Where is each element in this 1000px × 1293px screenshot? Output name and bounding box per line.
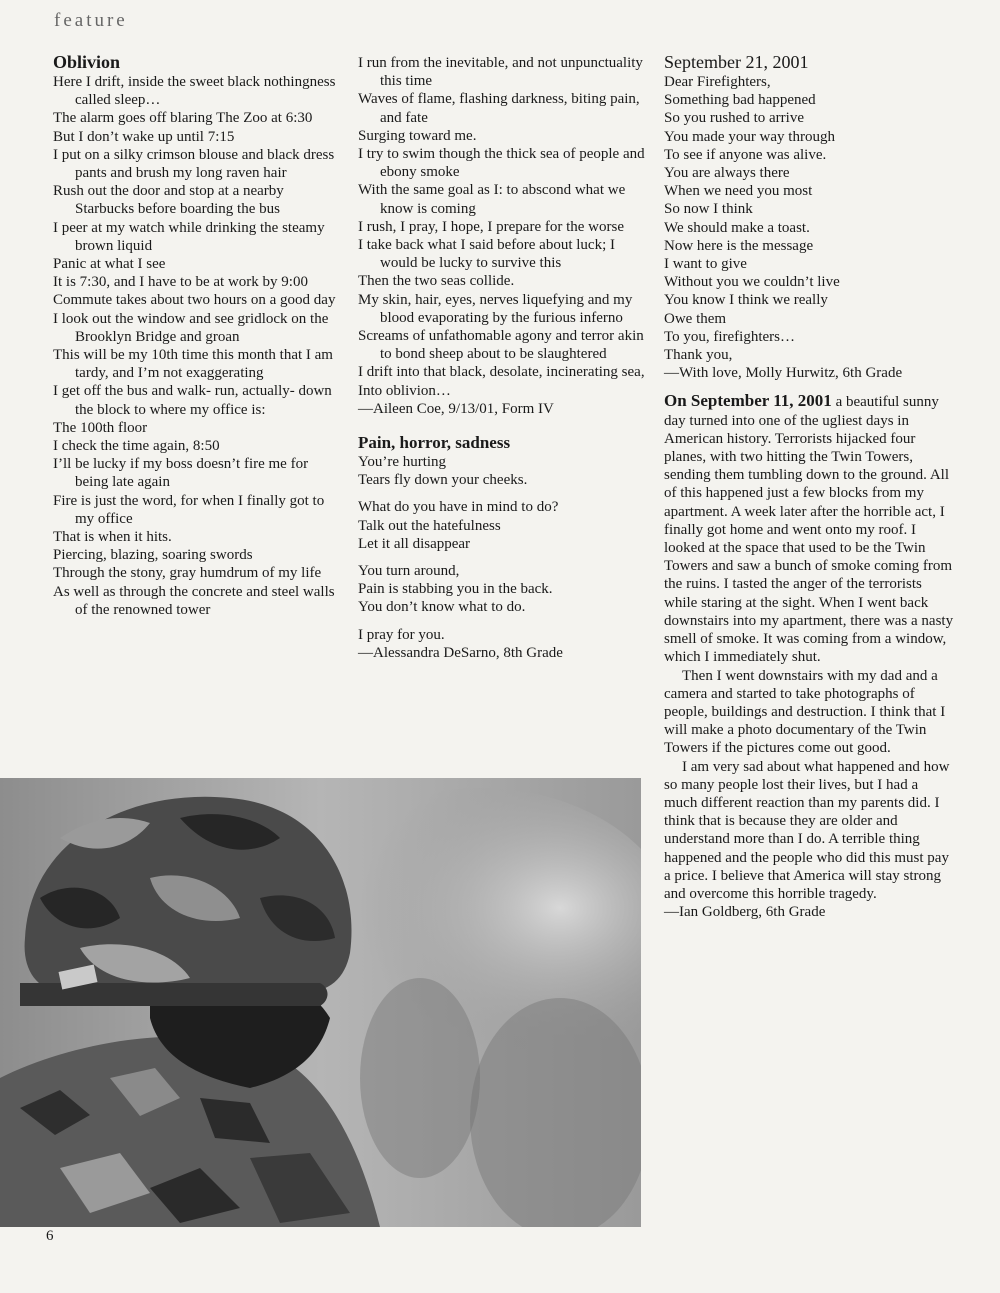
letter-line: When we need you most — [664, 183, 813, 200]
poem-line: Panic at what I see — [53, 256, 166, 273]
poem-line: Pain is stabbing you in the back. — [358, 581, 553, 598]
letter-line: I want to give — [664, 256, 747, 273]
essay-paragraph-2: Then I went downstairs with my dad and a camera and started to take photographs of people, buildings and destruction. I think that I will make a photo documentary of the Twin Towers if the pictures come out good. — [664, 667, 946, 757]
poem-line: This will be my 10th time this month that I am tardy, and I’m not exaggerating — [53, 347, 333, 382]
poem-line: I peer at my watch while drinking the steamy brown liquid — [53, 219, 325, 254]
poem-line: The alarm goes off blaring The Zoo at 6:30 — [53, 110, 313, 127]
poem-line: I pray for you. — [358, 626, 445, 643]
letter-line: Something bad happened — [664, 92, 816, 109]
poem-line: Piercing, blazing, soaring swords — [53, 547, 253, 564]
letter-line: Dear Firefighters, — [664, 74, 771, 90]
poem-title-oblivion: Oblivion — [53, 52, 121, 72]
poem-line: Let it all disappear — [358, 535, 471, 552]
poem-line: Into oblivion… — [358, 382, 451, 399]
byline-pain: —Alessandra DeSarno, 8th Grade — [358, 644, 563, 661]
essay — [664, 392, 954, 921]
poem-line: But I don’t wake up until 7:15 — [53, 128, 235, 145]
poem-line: I drift into that black, desolate, incinerating sea, — [358, 364, 645, 381]
poem-line: Talk out the hatefulness — [358, 517, 501, 534]
column-left — [53, 52, 345, 619]
poem-line: I rush, I pray, I hope, I prepare for the worse — [358, 218, 625, 235]
letter-line: We should make a toast. — [664, 219, 810, 236]
poem-line: You’re hurting — [358, 454, 447, 471]
poem-line: I’ll be lucky if my boss doesn’t fire me for being late again — [53, 456, 309, 491]
poem-line: I take back what I said before about luck; I would be lucky to survive this — [358, 237, 615, 272]
photo-illustration-icon — [0, 778, 641, 1227]
stanza — [358, 562, 653, 617]
poem-line: You don’t know what to do. — [358, 599, 526, 616]
letter-line: You know I think we really — [664, 292, 828, 309]
section-label: feature — [54, 10, 128, 31]
letter-line: So now I think — [664, 201, 753, 218]
poem-line: It is 7:30, and I have to be at work by 9:00 — [53, 274, 308, 291]
letter-line: To you, firefighters… — [664, 328, 796, 345]
byline-essay: —Ian Goldberg, 6th Grade — [664, 904, 826, 921]
poem-line: My skin, hair, eyes, nerves liquefying and my blood evaporating by the furious inferno — [358, 291, 633, 326]
poem-line: Through the stony, gray humdrum of my life — [53, 565, 322, 582]
poem-line: I check the time again, 8:50 — [53, 438, 220, 455]
letter-line: Now here is the message — [664, 237, 814, 254]
stanza — [358, 626, 653, 644]
poem-oblivion-part2 — [358, 54, 653, 400]
poem-line: You turn around, — [358, 563, 460, 580]
poem-pain — [358, 453, 653, 644]
stanza — [358, 498, 653, 553]
byline-letter: —With love, Molly Hurwitz, 6th Grade — [664, 365, 903, 382]
letter-line: Thank you, — [664, 347, 733, 364]
letter-line: Owe them — [664, 310, 727, 327]
poem-line: Rush out the door and stop at a nearby Starbucks before boarding the bus — [53, 183, 284, 218]
poem-line: I put on a silky crimson blouse and black dress pants and brush my long raven hair — [53, 146, 335, 182]
letter-line: So you rushed to arrive — [664, 110, 804, 127]
poem-line: As well as through the concrete and steel walls of the renowned tower — [53, 583, 335, 618]
poem-line: Here I drift, inside the sweet black nothingness called sleep… — [53, 74, 336, 109]
page-number: 6 — [46, 1228, 54, 1244]
poem-oblivion-part1 — [53, 73, 345, 619]
poem-line: Screams of unfathomable agony and terror akin to bond sheep about to be slaughtered — [358, 328, 644, 363]
letter-title: September 21, 2001 — [664, 52, 809, 72]
letter-line: Without you we couldn’t live — [664, 274, 840, 291]
poem-line: I try to swim though the thick sea of people and ebony smoke — [358, 146, 645, 181]
letter-line: To see if anyone was alive. — [664, 146, 827, 163]
poem-line: I get off the bus and walk- run, actually- down the block to where my office is: — [53, 383, 332, 418]
byline-oblivion: —Aileen Coe, 9/13/01, Form IV — [358, 400, 554, 417]
essay-paragraph-3: I am very sad about what happened and how so many people lost their lives, but I had a much different reaction than my parents did. I think that is because they are older and understand more than I do. A terrible thing happened and the people who did this must pay a price. I believe that America will stay strong and overcome this horrible tragedy. — [664, 758, 950, 902]
poem-title-pain: Pain, horror, sadness — [358, 433, 511, 453]
poem-line: Commute takes about two hours on a good day — [53, 292, 336, 309]
column-middle — [358, 54, 653, 662]
letter-line: You are always there — [664, 165, 790, 182]
poem-line: I run from the inevitable, and not unpunctuality this time — [358, 55, 643, 90]
poem-line: I look out the window and see gridlock on the Brooklyn Bridge and groan — [53, 310, 329, 345]
poem-line: Then the two seas collide. — [358, 273, 515, 290]
poem-line: Fire is just the word, for when I finally got to my office — [53, 492, 325, 527]
poem-line: That is when it hits. — [53, 529, 172, 546]
stanza — [358, 453, 653, 489]
letter-line: You made your way through — [664, 128, 835, 145]
letter-firefighters — [664, 73, 954, 364]
poem-line: Tears fly down your cheeks. — [358, 472, 528, 489]
poem-line: Surging toward me. — [358, 127, 477, 144]
soldier-helmet-photo — [0, 778, 641, 1227]
essay-lead-title: On September 11, 2001 — [664, 391, 832, 411]
essay-paragraph-1: a beautiful sunny day turned into one of the ugliest days in American history. Terrorists hijacked four planes, with two hitting the Twin Towers, sending them tumbling down to the ground. All of this happened just a few blocks from my apartment. A week later after the horrible act, I finally got home and went onto my roof. I looked at the space that used to be the Twin Towers and saw a bunch of smoke coming from the ruins. I tasted the anger of the terrorists while staring at the sight. When I went back downstairs into my apartment, there was a nasty smell of smoke. It was coming from a window, which I immediately shut. — [664, 394, 954, 666]
poem-line: With the same goal as I: to abscond what we know is coming — [358, 182, 626, 217]
poem-line: The 100th floor — [53, 419, 148, 436]
column-right — [664, 52, 954, 921]
poem-line: Waves of flame, flashing darkness, biting pain, and fate — [358, 91, 640, 126]
poem-line: What do you have in mind to do? — [358, 499, 559, 516]
